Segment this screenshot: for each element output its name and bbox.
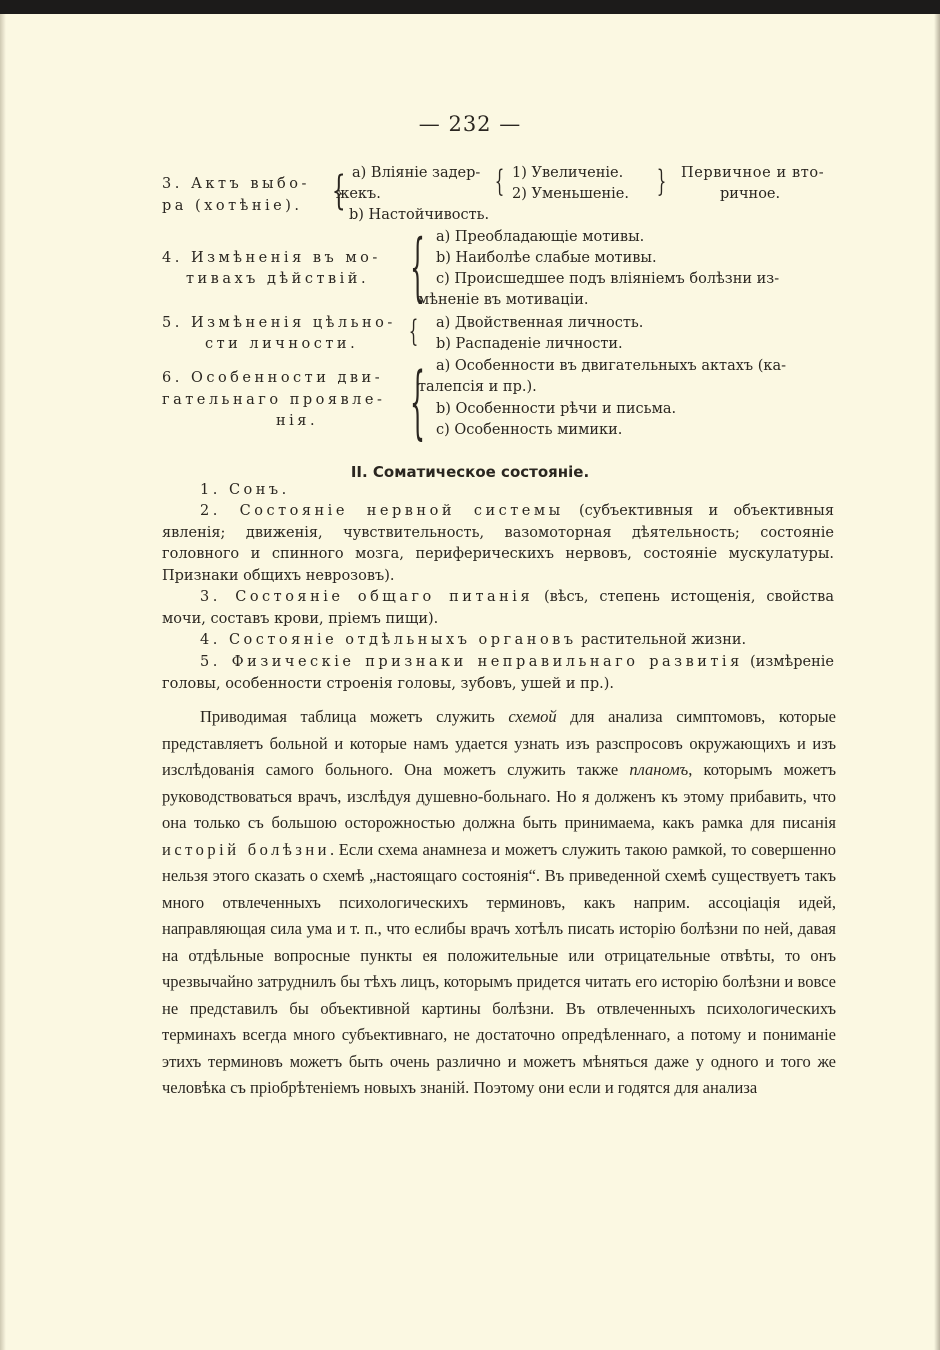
section3-sub-brace: {: [494, 164, 505, 199]
section3-note-line1: Первичное и вто-: [681, 165, 825, 181]
body-text-3: , которымъ можетъ руководствоваться врачъ, изслѣдуя душевно-больнаго. Но я долженъ къ этому прибавить, что она только съ большою осторожностью должна быть принимаема, какъ рамка для писанія: [162, 760, 837, 832]
somatic-item-2-title: 2. Состояніе нервной системы: [200, 503, 564, 519]
section3-sub1: 1) Увеличеніе.: [512, 165, 624, 181]
section4-brace: {: [410, 224, 426, 310]
somatic-item-3-text: (вѣсъ, степень истощенія, свойства мочи, составъ крови, пріемъ пищи).: [162, 589, 834, 627]
section6-label-line2: гательнаго проявле-: [162, 392, 386, 408]
body-emphasis-schema: схемой: [508, 707, 557, 726]
section5-a: a) Двойственная личность.: [436, 315, 644, 331]
section4-label-line2: тивахъ дѣйствій.: [186, 271, 370, 287]
section3-label-line1: 3. Актъ выбо-: [162, 176, 310, 192]
section3-b: b) Настойчивость.: [349, 207, 490, 223]
section6-brace: {: [409, 355, 426, 448]
somatic-item-5: [162, 652, 834, 695]
body-spaced-history: исторій болѣзни: [162, 839, 331, 859]
section6-label-line1: 6. Особенности дви-: [162, 370, 384, 386]
section5-label-line1: 5. Измѣненія цѣльно-: [162, 315, 396, 331]
somatic-item-1-title: 1. Сонъ.: [200, 482, 290, 498]
somatic-item-4: [162, 630, 834, 652]
somatic-item-4-text: растительной жизни.: [576, 632, 747, 648]
somatic-item-4-title: 4. Состояніе отдѣльныхъ органовъ: [200, 632, 577, 648]
section6-a-line1: a) Особенности въ двигательныхъ актахъ (ка-: [436, 358, 787, 374]
somatic-item-3: [162, 587, 834, 630]
body-emphasis-plan: планомъ: [629, 760, 689, 779]
section-heading: II. Соматическое состояніе.: [350, 463, 590, 481]
section5-b: b) Распаденіе личности.: [436, 336, 623, 352]
section3-brace: {: [331, 168, 346, 214]
section3-note-brace: }: [656, 164, 667, 199]
page-number: — 232 —: [418, 112, 522, 136]
section6-c: c) Особенность мимики.: [436, 422, 623, 438]
section6-b: b) Особенности рѣчи и письма.: [436, 401, 677, 417]
somatic-item-5-text: (измѣреніе головы, особенности строенія головы, зубовъ, ушей и пр.).: [162, 654, 834, 692]
section4-a: a) Преобладающіе мотивы.: [436, 229, 645, 245]
body-text-4: . Если схема анамнеза и можетъ служить такою рамкой, то совершенно нельзя этого сказать о схемѣ „настоящаго состоянія“. Въ приведенной схемѣ существуетъ такъ много отвлеченныхъ психологическихъ терминовъ, какъ наприм. ассоціація идей, направляющая сила ума и т. п., что еслибы врачъ хотѣлъ писать исторію болѣзни по ней, давая на отдѣльные вопросные пункты ея положительные или отрицательные отвѣты, то онъ чрезвычайно затруднилъ бы тѣхъ лицъ, которымъ придется читать его исторію болѣзни и вовсе не представилъ бы объективной картины болѣзни. Въ отвлеченныхъ психологическихъ терминахъ всегда много субъективнаго, не достаточно опредѣленнаго, а потому и пониманіе этихъ терминовъ можетъ быть очень различно и можетъ мѣняться даже у одного и того же человѣка съ пріобрѣтеніемъ новыхъ знаній. Поэтому они если и годятся для анализа: [162, 839, 836, 1097]
section4-label-line1: 4. Измѣненія въ мо-: [162, 250, 381, 266]
body-text-1: Приводимая таблица можетъ служить: [200, 707, 509, 726]
somatic-item-1: [162, 480, 834, 502]
section4-b: b) Наиболѣе слабые мотивы.: [436, 250, 657, 266]
somatic-item-2: [162, 501, 834, 587]
section4-c-line1: c) Происшедшее подъ вліяніемъ болѣзни из-: [436, 271, 780, 287]
section3-a-line1: a) Вліяніе задер-: [352, 165, 481, 181]
somatic-item-3-title: 3. Состояніе общаго питанія: [200, 589, 534, 605]
somatic-item-5-title: 5. Физическіе признаки неправильнаго развитія: [200, 654, 743, 670]
body-text-2: для анализа симптомовъ, которые представляетъ больной и которые намъ удается узнать изъ разспросовъ окружающихъ и изъ изслѣдованія самого больного. Она можетъ служить также: [162, 707, 836, 779]
section5-brace: {: [408, 314, 419, 349]
section3-sub2: 2) Уменьшеніе.: [512, 186, 629, 202]
section3-label-line2: ра (хотѣніе).: [162, 198, 303, 214]
section3-a-line2: жекъ.: [336, 186, 381, 202]
section3-note-line2: ричное.: [720, 186, 781, 202]
somatic-item-2-text: (субъективныя и объективныя явленія; движенія, чувствительность, вазомоторная дѣятельность; состояніе головного и спинного мозга, периферическихъ нервовъ, состояніе мускулатуры. Признаки общихъ неврозовъ).: [162, 503, 834, 584]
body-paragraph: [162, 704, 836, 1102]
section5-label-line2: сти личности.: [205, 336, 359, 352]
section6-label-line3: нія.: [276, 413, 319, 429]
section6-a-line2: талепсія и пр.).: [418, 379, 537, 395]
section4-c-line2: мѣненіе въ мотиваціи.: [418, 292, 589, 308]
